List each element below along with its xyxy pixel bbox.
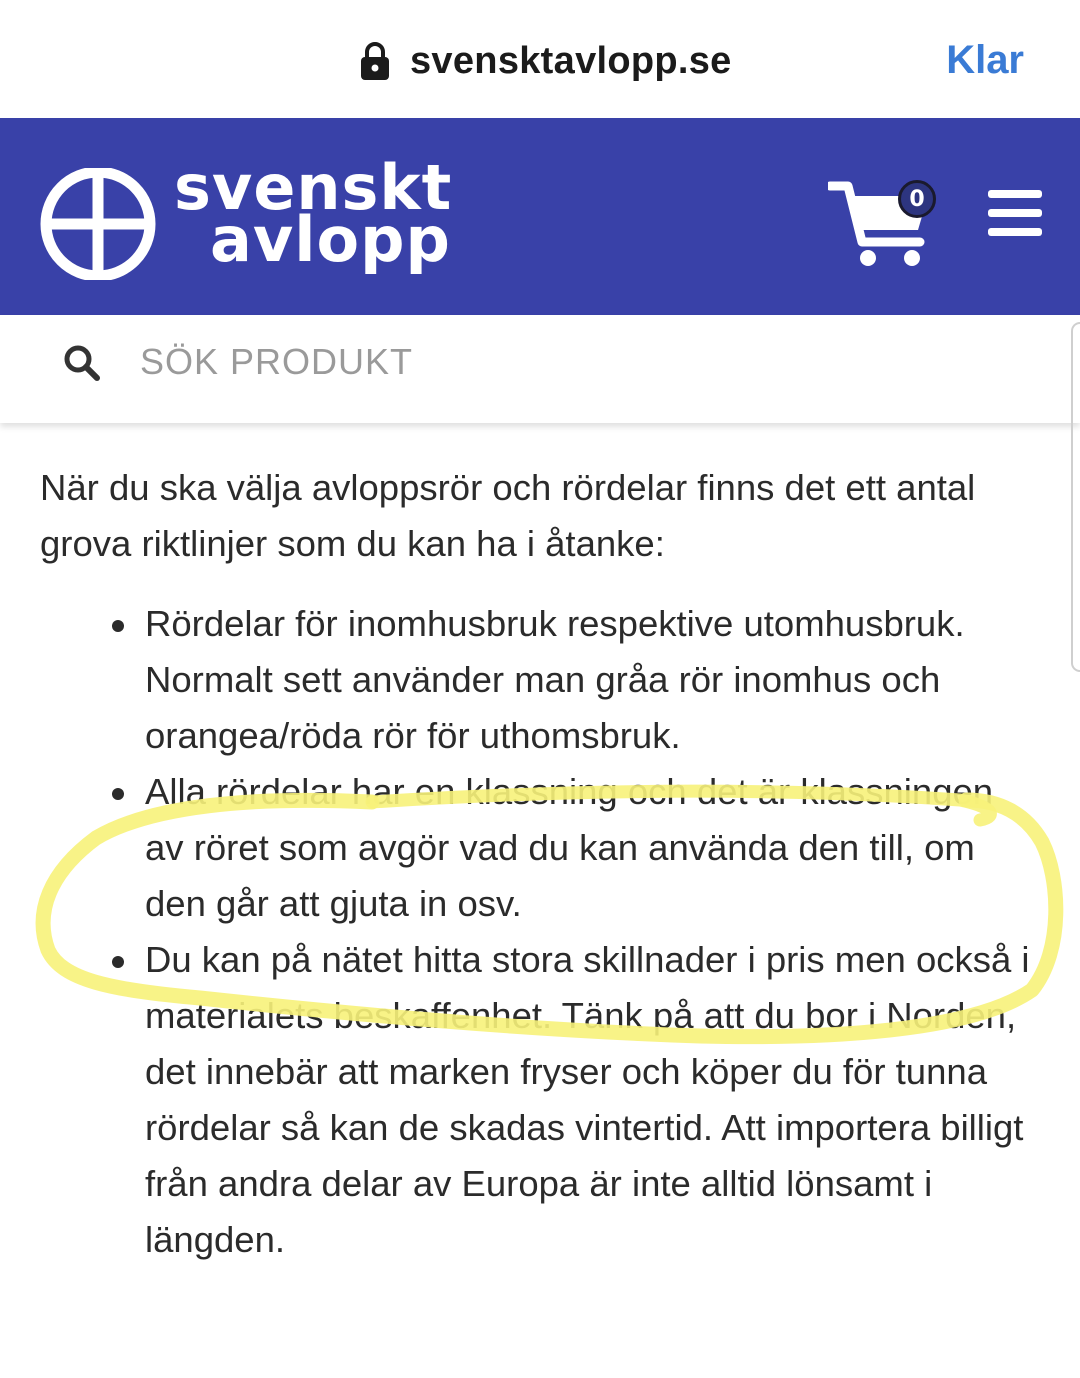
logo-wordmark [174, 151, 453, 276]
article-content [40, 460, 1040, 1268]
site-header [0, 118, 1080, 315]
lock-icon [360, 41, 390, 81]
search-input[interactable] [140, 337, 740, 387]
menu-icon[interactable] [988, 190, 1042, 236]
list-item: Du kan på nätet hitta stora skillnader i pris men också i materialets beskaffenhet. Tänk på att du bor i Norden, det innebär att marken fryser och köper du för tunna rördelar så kan de skadas vintertid. Att importera billigt från andra delar av Europa är inte alltid lönsamt i längden. [145, 932, 1040, 1268]
logo-line-1: svenskt [174, 151, 453, 224]
logo-mark-icon [38, 168, 158, 280]
done-button[interactable]: Klar [946, 38, 1024, 82]
tips-list [40, 596, 1040, 1268]
url-text: svensktavlopp.se [410, 39, 732, 82]
product-search-bar [0, 315, 1080, 423]
address-field[interactable] [360, 36, 732, 86]
list-item: Alla rördelar har en klassning och det är klassningen av röret som avgör vad du kan använda den till, om den går att gjuta in osv. [145, 764, 1040, 932]
logo-line-2: avlopp [210, 203, 451, 276]
intro-paragraph: När du ska välja avloppsrör och rördelar finns det ett antal grova riktlinjer som du kan ha i åtanke: [40, 467, 976, 564]
scrollbar[interactable] [1071, 322, 1080, 672]
search-icon[interactable] [62, 343, 102, 383]
cart-count-badge: 0 [898, 180, 936, 218]
browser-url-bar [0, 0, 1080, 118]
site-logo[interactable] [38, 151, 468, 280]
list-item: Rördelar för inomhusbruk respektive utomhusbruk. Normalt sett använder man gråa rör inomhus och orangea/röda rör för uthomsbruk. [145, 596, 1040, 764]
